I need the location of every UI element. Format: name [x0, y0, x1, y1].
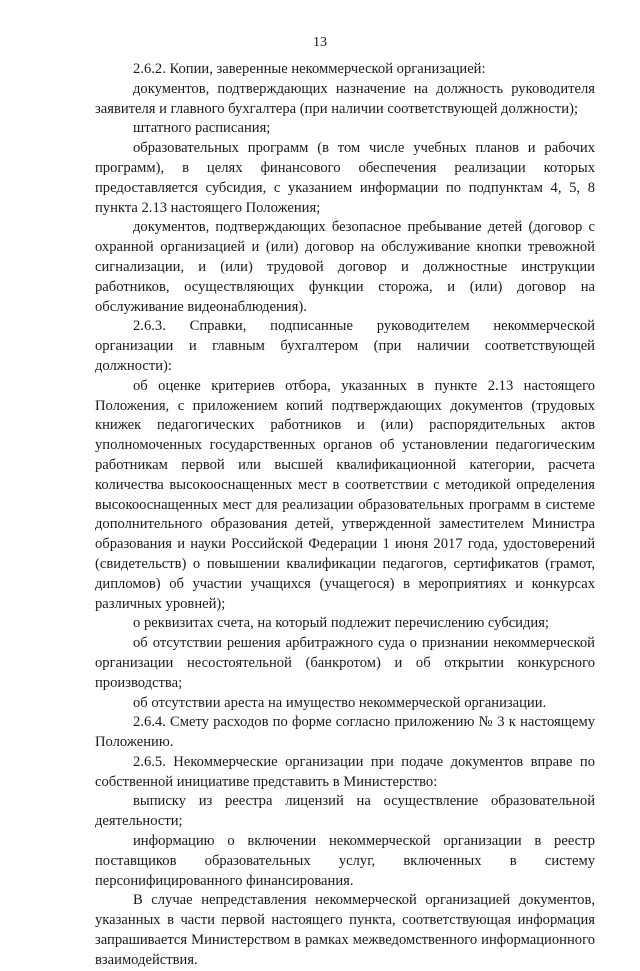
clause-2-6-5-heading: 2.6.5. Некоммерческие организации при подаче документов вправе по собственной инициативе представить в Министерство:: [95, 753, 595, 790]
item-staff-schedule: штатного расписания;: [133, 120, 271, 137]
item-no-arrest: об отсутствии ареста на имущество некоммерческой организации.: [133, 694, 547, 711]
item-appointment-documents: документов, подтверждающих назначение на должность руководителя заявителя и главного бухгалтера (при наличии соответствующей должности);: [95, 80, 595, 117]
paragraph-interagency-request: В случае непредставления некоммерческой организацией документов, указанных в части первой настоящего пункта, соответствующая информация запрашивается Министерством в рамках межведомственного информационного взаимодействия.: [95, 892, 595, 968]
item-selection-criteria: об оценке критериев отбора, указанных в пункте 2.13 настоящего Положения, с приложением копий подтверждающих документов (трудовых книжек педагогических работников и (или) распорядительных актов уполномоченных государственных органов об установлении педагогическим работникам первой или высшей квалификационной категории, расчета количества высокооснащенных мест в соответствии с методикой определения высокооснащенных мест для реализации образовательных программ в системе дополнительного образования детей, утвержденной заместителем Министра образования и науки Российской Федерации 1 июня 2017 года, удостоверений (свидетельств) о повышении квалификации педагогов, сертификатов (грамот, дипломов) об участии учащихся (учащегося) в мероприятиях и конкурсах различных уровней);: [95, 377, 595, 612]
page-number: 13: [313, 35, 327, 50]
item-supplier-registry: информацию о включении некоммерческой организации в реестр поставщиков образовательных услуг, включенных в систему персонифицированного финансирования.: [95, 833, 595, 889]
item-safety-documents: документов, подтверждающих безопасное пребывание детей (договор с охранной организацией и (или) договор на обслуживание кнопки тревожной сигнализации, и (или) трудовой договор и должностные инструкции работников, осуществляющих функции сторожа, и (или) договор на обслуживание видеонаблюдения).: [95, 219, 595, 315]
clause-2-6-2-heading: 2.6.2. Копии, заверенные некоммерческой организацией:: [133, 61, 486, 77]
item-bank-details: о реквизитах счета, на который подлежит перечислению субсидия;: [133, 615, 549, 632]
document-body: [95, 60, 595, 971]
clause-2-6-3-heading: 2.6.3. Справки, подписанные руководителем некоммерческой организации и главным бухгалтером (при наличии соответствующей должности):: [95, 318, 595, 374]
item-license-extract: выписку из реестра лицензий на осуществление образовательной деятельности;: [95, 793, 595, 830]
item-educational-programs: образовательных программ (в том числе учебных планов и рабочих программ), в целях финансового обеспечения реализации которых предоставляется субсидия, с указанием информации по подпунктам 4, 5, 8 пункта 2.13 настоящего Положения;: [95, 140, 595, 216]
item-no-bankruptcy: об отсутствии решения арбитражного суда о признании некоммерческой организации несостоятельной (банкротом) и об открытии конкурсного производства;: [95, 635, 595, 691]
clause-2-6-4: 2.6.4. Смету расходов по форме согласно приложению № 3 к настоящему Положению.: [95, 714, 595, 751]
